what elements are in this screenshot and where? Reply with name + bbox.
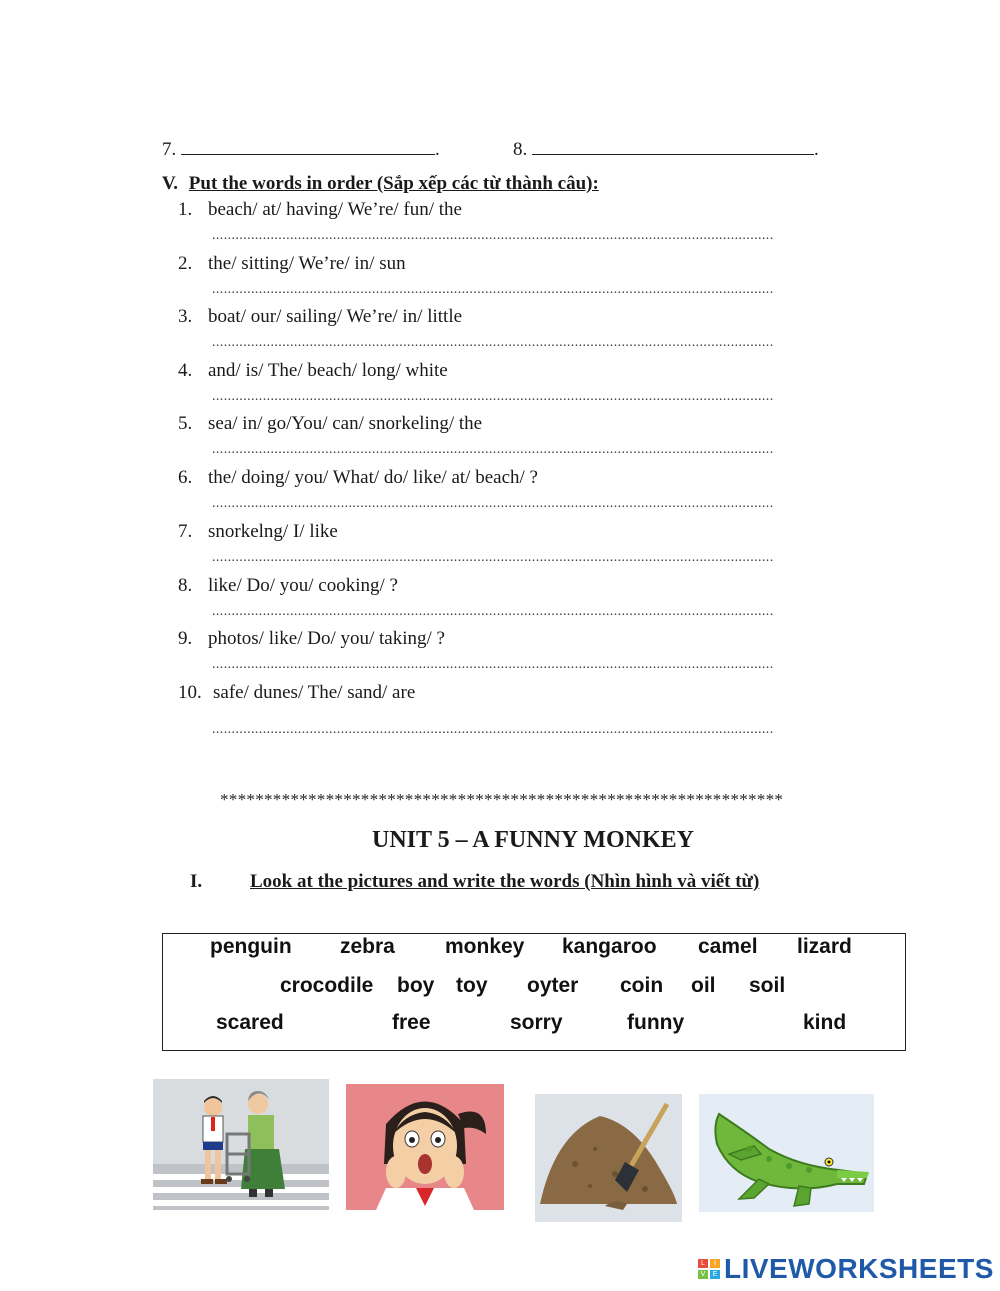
blank-8[interactable]: [532, 136, 814, 155]
word-crocodile: crocodile: [280, 974, 374, 997]
picture-scared-girl: [346, 1084, 504, 1210]
answer-dots-6[interactable]: ................................................................................................................................................: [212, 496, 774, 511]
picture-boy-helping-old-woman: [153, 1079, 329, 1210]
item-words: and/ is/ The/ beach/ long/ white: [208, 360, 448, 381]
logo-letter-v: V: [698, 1270, 708, 1279]
answer-dots-9[interactable]: ................................................................................................................................................: [212, 657, 774, 672]
word-monkey: monkey: [445, 935, 525, 958]
word-oil: oil: [691, 974, 716, 997]
section-v-heading: [162, 173, 599, 195]
word-sorry: sorry: [510, 1011, 563, 1034]
order-item-1: [178, 199, 462, 221]
word-oyter: oyter: [527, 974, 579, 997]
order-item-9: [178, 628, 445, 650]
item-words: photos/ like/ Do/ you/ taking/ ?: [208, 628, 445, 649]
item-number: 6.: [178, 467, 193, 488]
item-number: 10.: [178, 682, 202, 703]
logo-mark-icon: [698, 1259, 720, 1279]
order-item-3: [178, 306, 462, 328]
period-8: .: [814, 139, 819, 160]
picture-crocodile: [699, 1094, 874, 1212]
word-scared: scared: [216, 1011, 284, 1034]
item-words: the/ sitting/ We’re/ in/ sun: [208, 253, 406, 274]
label-7: 7.: [162, 139, 177, 160]
period-7: .: [435, 139, 440, 160]
answer-dots-2[interactable]: ................................................................................................................................................: [212, 282, 774, 297]
logo-letter-l: L: [698, 1259, 708, 1268]
item-words: snorkelng/ I/ like: [208, 521, 338, 542]
word-coin: coin: [620, 974, 664, 997]
answer-dots-10[interactable]: ................................................................................................................................................: [212, 722, 774, 737]
order-item-10: [178, 682, 415, 704]
item-number: 5.: [178, 413, 193, 434]
order-item-2: [178, 253, 406, 275]
liveworksheets-logo: [698, 1254, 994, 1284]
word-free: free: [392, 1011, 431, 1034]
section-v-title: Put the words in order (Sắp xếp các từ thành câu):: [188, 173, 599, 194]
word-camel: camel: [698, 935, 758, 958]
answer-line-8: [513, 136, 819, 161]
item-number: 3.: [178, 306, 193, 327]
item-words: boat/ our/ sailing/ We’re/ in/ little: [208, 306, 463, 327]
item-number: 7.: [178, 521, 193, 542]
word-kangaroo: kangaroo: [562, 935, 657, 958]
section-i-roman: I.: [190, 871, 203, 892]
order-item-6: [178, 467, 538, 489]
logo-letter-e: E: [710, 1270, 720, 1279]
word-penguin: penguin: [210, 935, 292, 958]
word-toy: toy: [456, 974, 488, 997]
item-number: 8.: [178, 575, 193, 596]
item-number: 9.: [178, 628, 193, 649]
word-funny: funny: [627, 1011, 685, 1034]
section-i-title: Look at the pictures and write the words (Nhìn hình và viết từ): [250, 871, 760, 892]
order-item-4: [178, 360, 448, 382]
answer-dots-1[interactable]: ................................................................................................................................................: [212, 228, 774, 243]
order-item-5: [178, 413, 482, 435]
order-item-7: [178, 521, 338, 543]
answer-dots-8[interactable]: ................................................................................................................................................: [212, 604, 774, 619]
item-words: safe/ dunes/ The/ sand/ are: [213, 682, 416, 703]
star-separator: ****************************************************************: [220, 790, 784, 809]
word-zebra: zebra: [340, 935, 395, 958]
label-8: 8.: [513, 139, 528, 160]
answer-line-7: [162, 136, 440, 161]
answer-dots-7[interactable]: ................................................................................................................................................: [212, 550, 774, 565]
picture-soil-with-shovel: [535, 1094, 682, 1222]
item-words: like/ Do/ you/ cooking/ ?: [208, 575, 398, 596]
item-words: beach/ at/ having/ We’re/ fun/ the: [208, 199, 462, 220]
answer-dots-5[interactable]: ................................................................................................................................................: [212, 442, 774, 457]
logo-text: LIVEWORKSHEETS: [724, 1253, 994, 1284]
word-boy: boy: [397, 974, 435, 997]
order-item-8: [178, 575, 398, 597]
logo-letter-i: I: [710, 1259, 720, 1268]
item-words: the/ doing/ you/ What/ do/ like/ at/ beach/ ?: [208, 467, 538, 488]
item-words: sea/ in/ go/You/ can/ snorkeling/ the: [208, 413, 483, 434]
unit-title: UNIT 5 – A FUNNY MONKEY: [371, 827, 695, 853]
item-number: 1.: [178, 199, 193, 220]
section-v-roman: V.: [162, 173, 179, 194]
item-number: 4.: [178, 360, 193, 381]
answer-dots-3[interactable]: ................................................................................................................................................: [212, 335, 774, 350]
word-soil: soil: [749, 974, 786, 997]
section-i-heading: [250, 871, 759, 893]
word-kind: kind: [803, 1011, 847, 1034]
item-number: 2.: [178, 253, 193, 274]
word-lizard: lizard: [797, 935, 852, 958]
blank-7[interactable]: [181, 136, 435, 155]
answer-dots-4[interactable]: ................................................................................................................................................: [212, 389, 774, 404]
